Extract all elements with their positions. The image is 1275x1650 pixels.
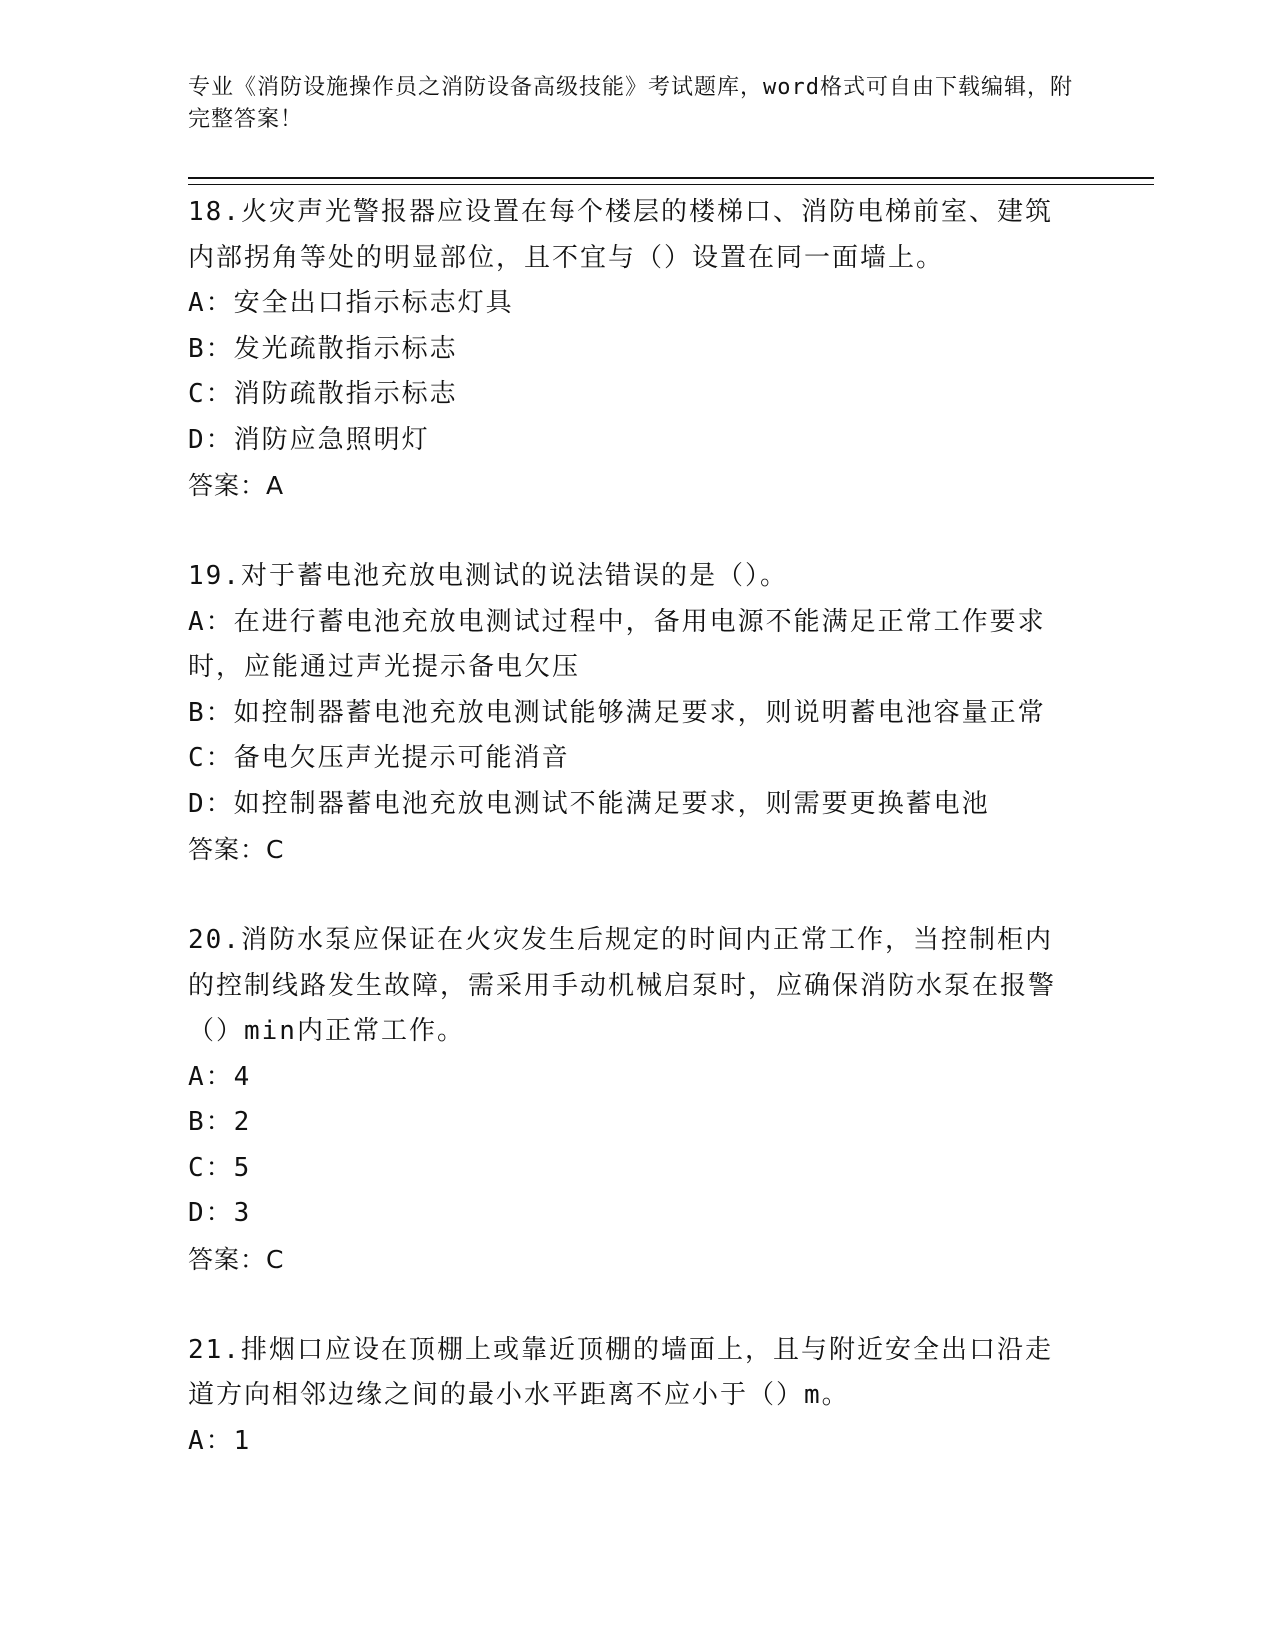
header-divider-thick (188, 177, 1154, 179)
answer-line: 答案：A (188, 471, 285, 500)
question-stem: 21.排烟口应设在顶棚上或靠近顶棚的墙面上，且与附近安全出口沿走道方向相邻边缘之间的最小水平距离不应小于（）m。 (188, 1334, 1053, 1410)
option-c: C：5 (188, 1152, 252, 1183)
answer-line: 答案：C (188, 835, 285, 864)
option-a: A：4 (188, 1061, 252, 1092)
question-stem: 20.消防水泵应保证在火灾发生后规定的时间内正常工作，当控制柜内的控制线路发生故障，需采用手动机械启泵时，应确保消防水泵在报警（）min内正常工作。 (188, 925, 1057, 1046)
question-spacer (188, 1282, 1078, 1328)
answer-line: 答案：C (188, 1244, 285, 1274)
option-a: A：安全出口指示标志灯具 (188, 288, 514, 318)
page-header-note: 专业《消防设施操作员之消防设备高级技能》考试题库，word格式可自由下载编辑，附完整答案！ (188, 75, 1073, 132)
question-list (188, 190, 1078, 1464)
question-stem: 18.火灾声光警报器应设置在每个楼层的楼梯口、消防电梯前室、建筑内部拐角等处的明显部位，且不宜与（）设置在同一面墙上。 (188, 197, 1053, 273)
question-spacer (188, 873, 1078, 919)
option-d: D：3 (188, 1198, 252, 1228)
option-a: A：在进行蓄电池充放电测试过程中，备用电源不能满足正常工作要求时，应能通过声光提示备电欠压 (188, 606, 1046, 682)
question-spacer (188, 509, 1078, 555)
option-d: D：如控制器蓄电池充放电测试不能满足要求，则需要更换蓄电池 (188, 788, 990, 819)
option-d: D：消防应急照明灯 (188, 424, 430, 455)
question-18 (188, 190, 1078, 509)
option-b: B：如控制器蓄电池充放电测试能够满足要求，则说明蓄电池容量正常 (188, 697, 1046, 728)
header-divider-thin (188, 184, 1154, 185)
question-stem: 19.对于蓄电池充放电测试的说法错误的是（）。 (188, 561, 788, 591)
option-a: A：1 (188, 1425, 252, 1456)
question-19 (188, 554, 1078, 873)
option-b: B：2 (188, 1107, 252, 1137)
option-c: C：消防疏散指示标志 (188, 379, 458, 409)
question-20 (188, 918, 1078, 1282)
option-b: B：发光疏散指示标志 (188, 333, 458, 364)
option-c: C：备电欠压声光提示可能消音 (188, 743, 570, 773)
question-21 (188, 1328, 1078, 1465)
